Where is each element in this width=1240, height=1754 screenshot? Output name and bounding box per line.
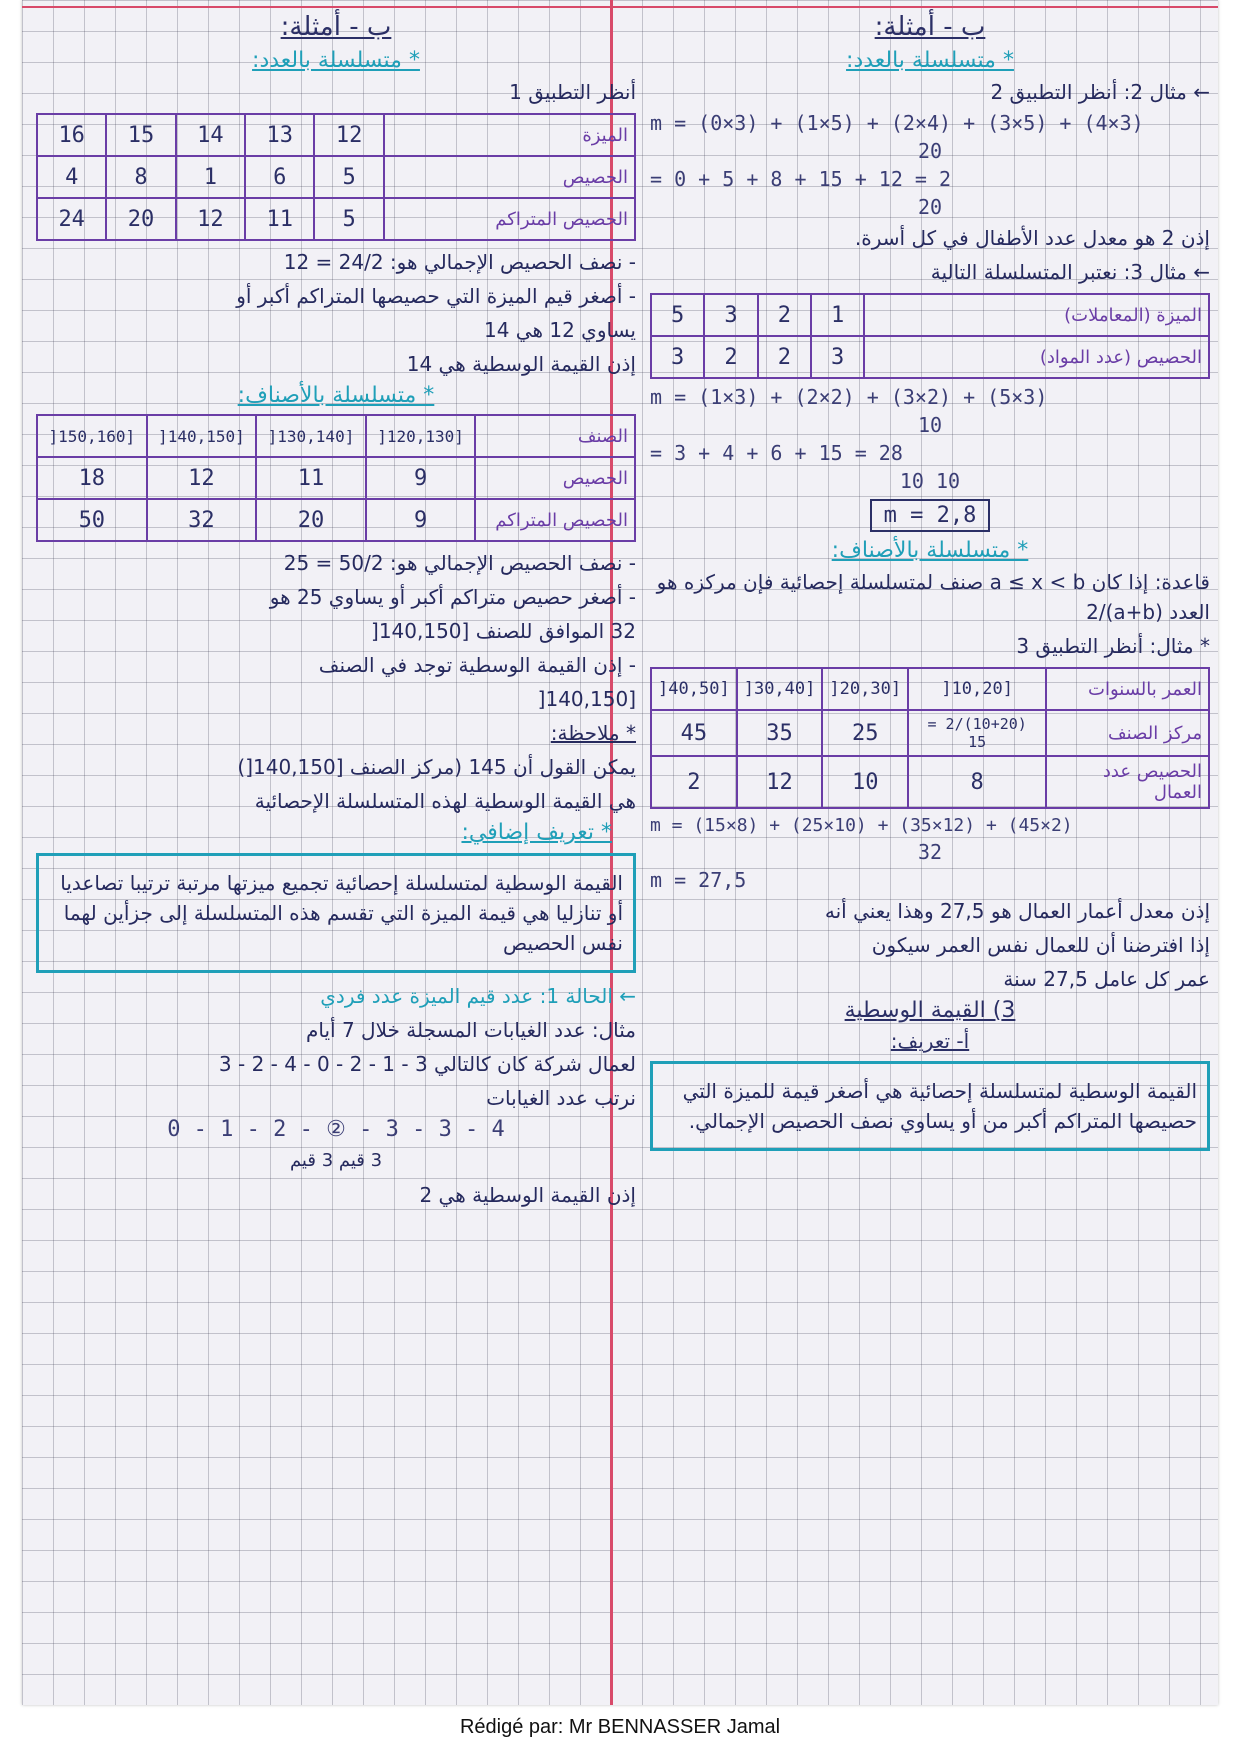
table-cell: 5: [314, 156, 383, 198]
left-subtitle-count: * متسلسلة بالعدد:: [252, 48, 420, 73]
extra-definition-box: [36, 853, 636, 973]
table-example3: [650, 293, 1210, 379]
table-example1: [36, 113, 636, 241]
conclusion-line-2: إذا افترضنا أن للعمال نفس العمر سيكون: [871, 933, 1210, 957]
table-cell: 2: [758, 336, 811, 378]
calc4-result: m = 27,5: [650, 868, 747, 892]
note-title: * ملاحظة:: [550, 721, 636, 745]
table-header-cell: مركز الصنف: [1046, 710, 1209, 756]
definition-box: [650, 1061, 1210, 1151]
table-row: [37, 457, 635, 499]
table-header-cell: الحصيص: [475, 457, 635, 499]
table-header-cell: الصنف: [475, 415, 635, 457]
calc3-line-3: = 3 + 4 + 6 + 15 = 28: [650, 441, 903, 465]
table-row: [651, 710, 1209, 756]
table-cell: 12: [737, 756, 823, 808]
left-subtitle-classes: * متسلسلة بالأصناف:: [237, 383, 435, 408]
table-cell: 8: [106, 156, 175, 198]
calc3-line-2: 10: [917, 413, 943, 437]
conclusion-line-1: إذن معدل أعمار العمال هو 27,5 وهذا يعني أنه: [824, 899, 1210, 923]
extra-definition-text: القيمة الوسطية لمتسلسلة إحصائية تجميع ميزتها مرتبة ترتيبا تصاعديا أو تنازليا هي قيمة الميزة التي تقسم هذه المتسلسلة إلى جزأين لهما نفس الحصيص: [60, 871, 623, 955]
table-cell: 20: [256, 499, 366, 541]
table-header-cell: الميزة (المعاملات): [864, 294, 1209, 336]
table-row: [37, 198, 635, 240]
table-cell: [30,40[: [737, 668, 823, 710]
calc2-line-2: 20: [917, 139, 943, 163]
table-cell: 9: [366, 499, 476, 541]
table-cell: 10: [822, 756, 908, 808]
calc2-line-4: 20: [917, 195, 943, 219]
table-cell: 15: [106, 114, 175, 156]
table-cell: 11: [256, 457, 366, 499]
left-section-title: ب - أمثلة:: [280, 12, 392, 42]
case1-result: إذن القيمة الوسطية هي 2: [419, 1183, 636, 1207]
calc2-line-1: m = (0×3) + (1×5) + (2×4) + (3×5) + (4×3): [650, 111, 1144, 135]
table-cell: 4: [37, 156, 106, 198]
example2-title: ← مثال 2: أنظر التطبيق 2: [990, 80, 1210, 104]
table-header-cell: الحصيص عدد العمال: [1046, 756, 1209, 808]
table-row: [651, 756, 1209, 808]
table-ages: [650, 667, 1210, 809]
right-subtitle-classes: * متسلسلة بالأصناف:: [831, 538, 1029, 563]
table-cell: 16: [37, 114, 106, 156]
table-cell: 3: [704, 294, 757, 336]
calc4-line-1: m = (15×8) + (25×10) + (35×12) + (45×2): [650, 815, 1073, 836]
conclusion-line-3: عمر كل عامل 27,5 سنة: [1003, 967, 1210, 991]
table-cell: 2: [651, 756, 737, 808]
table-cell: [10,20[: [908, 668, 1046, 710]
median2-line-5: [140,150[: [537, 687, 636, 711]
table-cell: 12: [314, 114, 383, 156]
case1-line-2: لعمال شركة كان كالتالي 3 - 1 - 2 - 0 - 4 - 2 - 3: [218, 1052, 636, 1076]
definition-title: أ- تعريف:: [890, 1029, 970, 1053]
calc3-line-1: m = (1×3) + (2×2) + (3×2) + (5×3): [650, 385, 1048, 409]
right-subtitle-count: * متسلسلة بالعدد:: [846, 48, 1014, 73]
calc3-line-4: 10 10: [899, 469, 961, 493]
table-cell: 35: [737, 710, 823, 756]
table-header-cell: الحصيص المتراكم: [475, 499, 635, 541]
example3-title: ← مثال 3: نعتبر المتسلسلة التالية: [930, 260, 1210, 284]
table-cell: [140,150[: [147, 415, 257, 457]
table-cell: 12: [147, 457, 257, 499]
notebook-page: [22, 0, 1218, 1705]
table-cell: 14: [176, 114, 245, 156]
table-cell: 45: [651, 710, 737, 756]
median1-line-3: يساوي 12 هي 14: [483, 318, 636, 342]
table-cell: 3: [811, 336, 864, 378]
table-cell: 5: [651, 294, 704, 336]
sorted-values: 0 - 1 - 2 - ② - 3 - 3 - 4: [167, 1117, 505, 1142]
table-cell: 1: [176, 156, 245, 198]
table-cell: [130,140[: [256, 415, 366, 457]
table-cell: 1: [811, 294, 864, 336]
table-row: [37, 156, 635, 198]
definition-text: القيمة الوسطية لمتسلسلة إحصائية هي أصغر قيمة للميزة التي حصيصها المتراكم أكبر من أو يساوي نصف الحصيص الإجمالي.: [682, 1079, 1197, 1133]
left-column: [36, 8, 636, 1214]
median1-line-2: - أصغر قيم الميزة التي حصيصها المتراكم أكبر أو: [236, 284, 636, 308]
table-cell: [20,30[: [822, 668, 908, 710]
case1-title: ← الحالة 1: عدد قيم الميزة عدد فردي: [320, 984, 636, 1008]
table-cell: (10+20)/2 = 15: [908, 710, 1046, 756]
median1-line-4: إذن القيمة الوسطية هي 14: [406, 352, 636, 376]
table-cell: [150,160[: [37, 415, 147, 457]
calc3-result: m = 2,8: [870, 499, 991, 532]
footer-author: Rédigé par: Mr BENNASSER Jamal: [459, 1716, 781, 1738]
median2-line-1: - نصف الحصيص الإجمالي هو: 50/2 = 25: [283, 551, 636, 575]
calc4-line-2: 32: [917, 840, 943, 864]
table-row: [651, 336, 1209, 378]
table-row: [37, 499, 635, 541]
section3-title: 3) القيمة الوسطية: [844, 998, 1016, 1023]
table-cell: 50: [37, 499, 147, 541]
note-line-2: هي القيمة الوسطية لهذه المتسلسلة الإحصائية: [254, 789, 636, 813]
median2-line-3: 32 الموافق للصنف [140,150[: [371, 619, 636, 643]
table-cell: 2: [704, 336, 757, 378]
table-cell: 12: [176, 198, 245, 240]
sorted-caption: 3 قيم 3 قيم: [289, 1150, 383, 1171]
case1-line-3: نرتب عدد الغيابات: [486, 1086, 636, 1110]
table-row: [37, 114, 635, 156]
table-header-cell: العمر بالسنوات: [1046, 668, 1209, 710]
table-cell: 20: [106, 198, 175, 240]
table-header-cell: الميزة: [384, 114, 635, 156]
table-row: [37, 415, 635, 457]
table-cell: 18: [37, 457, 147, 499]
right-column: [650, 8, 1210, 1159]
example-ref: أنظر التطبيق 1: [509, 80, 636, 104]
table-cell: 9: [366, 457, 476, 499]
table-row: [651, 294, 1209, 336]
table-row: [651, 668, 1209, 710]
case1-line-1: مثال: عدد الغيابات المسجلة خلال 7 أيام: [306, 1018, 636, 1042]
table-cell: 24: [37, 198, 106, 240]
table-header-cell: الحصيص المتراكم: [384, 198, 635, 240]
table-cell: 13: [245, 114, 314, 156]
table-cell: 3: [651, 336, 704, 378]
median2-line-2: - أصغر حصيص متراكم أكبر أو يساوي 25 هو: [269, 585, 636, 609]
median2-line-4: - إذن القيمة الوسطية توجد في الصنف: [318, 653, 636, 677]
table-cell: 32: [147, 499, 257, 541]
example-class-title: * مثال: أنظر التطبيق 3: [1016, 634, 1210, 658]
right-section-title: ب - أمثلة:: [874, 12, 986, 42]
table-example-classes: [36, 414, 636, 542]
table-cell: 25: [822, 710, 908, 756]
table-cell: 2: [758, 294, 811, 336]
median1-line-1: - نصف الحصيص الإجمالي هو: 24/2 = 12: [283, 250, 636, 274]
calc2-line-3: = 0 + 5 + 8 + 15 + 12 = 2: [650, 167, 952, 191]
note-line-1: يمكن القول أن 145 (مركز الصنف [140,150[): [237, 755, 636, 779]
extra-definition-title: * تعريف إضافي:: [461, 820, 612, 845]
table-cell: 5: [314, 198, 383, 240]
table-header-cell: الحصيص: [384, 156, 635, 198]
calc2-conclusion: إذن 2 هو معدل عدد الأطفال في كل أسرة.: [854, 226, 1210, 250]
table-header-cell: الحصيص (عدد المواد): [864, 336, 1209, 378]
table-cell: 11: [245, 198, 314, 240]
table-cell: 8: [908, 756, 1046, 808]
table-cell: 6: [245, 156, 314, 198]
class-center-rule: قاعدة: إذا كان a ≤ x < b صنف لمتسلسلة إحصائية فإن مركزه هو العدد (a+b)/2: [656, 570, 1210, 624]
table-cell: [40,50[: [651, 668, 737, 710]
table-cell: [120,130[: [366, 415, 476, 457]
